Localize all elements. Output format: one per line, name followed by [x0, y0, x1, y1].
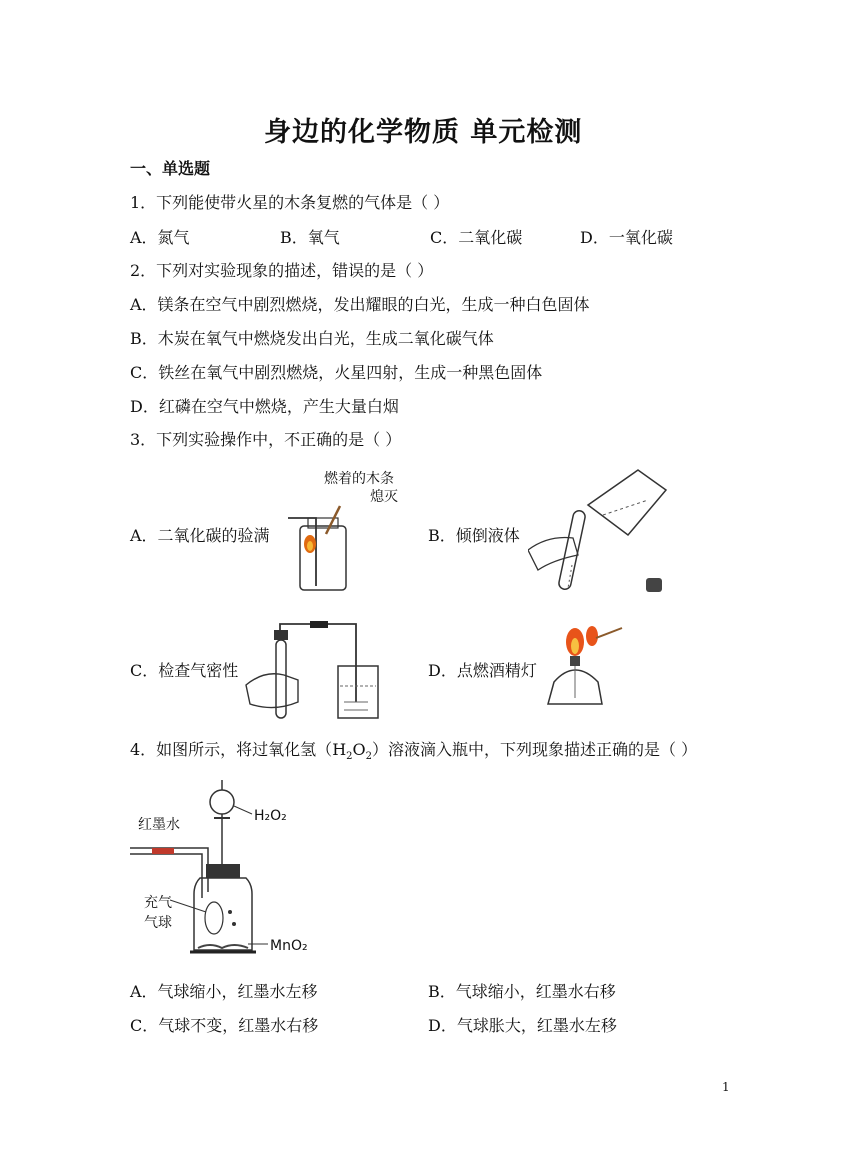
pouring-illustration	[528, 460, 668, 602]
airtightness-illustration	[244, 620, 389, 720]
figure-co2-check	[286, 466, 420, 594]
figure-label-mno2: MnO₂	[270, 938, 308, 954]
formula-sub-1: 2	[346, 751, 353, 763]
q4-stem	[130, 737, 697, 762]
q4-option-c: C．气球不变，红墨水右移	[130, 1016, 319, 1035]
formula-sub-2: 2	[365, 751, 373, 763]
q3-option-a: A．二氧化碳的验满	[130, 526, 270, 545]
q4-option-d: D．气球胀大，红墨水左移	[428, 1016, 617, 1035]
apparatus-illustration	[130, 772, 310, 968]
q2-option-a: A．镁条在空气中剧烈燃烧，发出耀眼的白光，生成一种白色固体	[130, 295, 590, 314]
q3-option-b: B．倾倒液体	[428, 526, 520, 545]
q1-stem: 1．下列能使带火星的木条复燃的气体是（ ）	[130, 193, 450, 212]
figure-alcohol-lamp	[540, 622, 630, 714]
figure-label-h2o2: H₂O₂	[254, 808, 287, 824]
gas-bottle-illustration	[286, 466, 420, 594]
figure-pouring-liquid	[528, 460, 668, 602]
figure-airtightness-check	[244, 620, 389, 720]
q4-option-b: B．气球缩小，红墨水右移	[428, 982, 616, 1001]
q2-option-d: D．红磷在空气中燃烧，产生大量白烟	[130, 397, 399, 416]
q3-stem: 3．下列实验操作中，不正确的是（ ）	[130, 430, 402, 449]
q4-stem-part-b: ）溶液滴入瓶中，下列现象描述正确的是（ ）	[372, 740, 698, 759]
formula-o: O	[352, 740, 366, 759]
figure-label-extinguished: 熄灭	[370, 489, 398, 505]
figure-h2o2-apparatus	[130, 772, 310, 968]
q4-option-a: A．气球缩小，红墨水左移	[130, 982, 318, 1001]
q1-option-a: A．氮气	[130, 228, 190, 247]
section-heading: 一、单选题	[130, 159, 211, 178]
figure-label-burning-stick: 燃着的木条	[324, 471, 394, 487]
page-number: 1	[722, 1080, 730, 1094]
q2-option-b: B．木炭在氧气中燃烧发出白光，生成二氧化碳气体	[130, 329, 494, 348]
page-title: 身边的化学物质 单元检测	[264, 117, 583, 148]
q2-option-c: C．铁丝在氧气中剧烈燃烧，火星四射，生成一种黑色固体	[130, 363, 543, 382]
q3-option-d: D．点燃酒精灯	[428, 661, 537, 680]
q1-option-b: B．氧气	[280, 228, 340, 247]
figure-label-red-ink: 红墨水	[138, 817, 180, 833]
q4-stem-part-a: 4．如图所示，将过氧化氢（	[130, 740, 333, 759]
formula-h: H	[332, 740, 347, 759]
q1-option-d: D．一氧化碳	[580, 228, 673, 247]
q3-option-c: C．检查气密性	[130, 661, 239, 680]
q1-option-c: C．二氧化碳	[430, 228, 523, 247]
q2-stem: 2．下列对实验现象的描述，错误的是（ ）	[130, 261, 434, 280]
alcohol-lamp-illustration	[540, 622, 630, 714]
figure-label-balloon-1: 充气	[144, 895, 172, 911]
figure-label-balloon-2: 气球	[144, 915, 172, 931]
